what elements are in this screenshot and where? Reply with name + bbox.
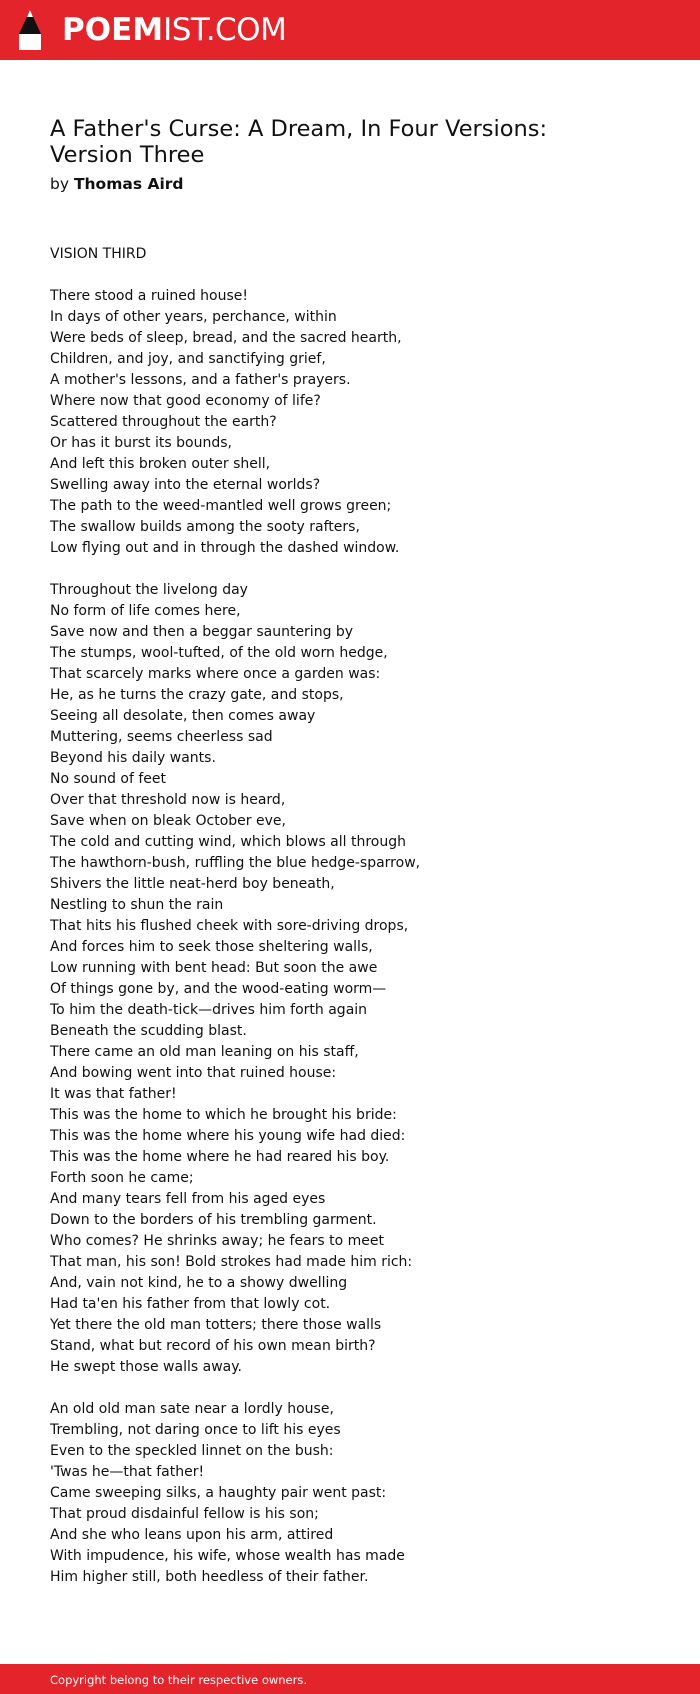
copyright-text: Copyright belong to their respective owners. (50, 1673, 308, 1687)
poem-body: VISION THIRD There stood a ruined house! In days of other years, perchance, within Were beds of sleep, bread, and the sacred hearth, Children, and joy, and sanctifying grief, A mother's lessons, and a father's prayers. Where now that good economy of life? Scattered throughout the earth? Or has it burst its bounds, And left this broken outer shell, Swelling away into the eternal worlds? The path to the weed-mantled well grows green; The swallow builds among the sooty rafters, Low flying out and in through the dashed window. Throughout the livelong day No form of life comes here, Save now and then a beggar sauntering by The stumps, wool-tufted, of the old worn hedge, That scarcely marks where once a garden was: He, as he turns the crazy gate, and stops, Seeing all desolate, then comes away Muttering, seems cheerless sad Beyond his daily wants. No sound of feet Over that threshold now is heard, Save when on bleak October eve, The cold and cutting wind, which blows all through The hawthorn-bush, ruffling the blue hedge-sparrow, Shivers the little neat-herd boy beneath, Nestling to shun the rain That hits his flushed cheek with sore-driving drops, And forces him to seek those sheltering walls, Low running with bent head: But soon the awe Of things gone by, and the wood-eating worm— To him the death-tick—drives him forth again Beneath the scudding blast. There came an old man leaning on his staff, And bowing went into that ruined house: It was that father! This was the home to which he brought his bride: This was the home where his young wife had died: This was the home where he had reared his boy. Forth soon he came; And many tears fell from his aged eyes Down to the borders of his trembling garment. Who comes? He shrinks away; he fears to meet That man, his son! Bold strokes had made him rich: And, vain not kind, he to a showy dwelling Had ta'en his father from that lowly cot. Yet there the old man totters; there those walls Stand, what but record of his own mean birth? He swept those walls away. An old old man sate near a lordly house, Trembling, not daring once to lift his eyes Even to the speckled linnet on the bush: 'Twas he—that father! Came sweeping silks, a haughty pair went past: That proud disdainful fellow is his son; And she who leans upon his arm, attired With impudence, his wife, whose wealth has made Him higher still, both heedless of their father. (50, 246, 421, 1585)
logo-bold-text: POEM (62, 12, 164, 48)
poem-title: A Father's Curse: A Dream, In Four Versions: Version Three (50, 116, 548, 168)
byline (50, 173, 184, 195)
logo-light-text: IST.COM (163, 12, 287, 48)
site-logo[interactable] (62, 10, 286, 50)
site-header (0, 0, 700, 60)
author-link[interactable]: Thomas Aird (73, 175, 184, 193)
pencil-tip-icon[interactable] (17, 8, 43, 52)
site-footer (0, 1664, 700, 1694)
by-prefix: by (50, 175, 70, 193)
